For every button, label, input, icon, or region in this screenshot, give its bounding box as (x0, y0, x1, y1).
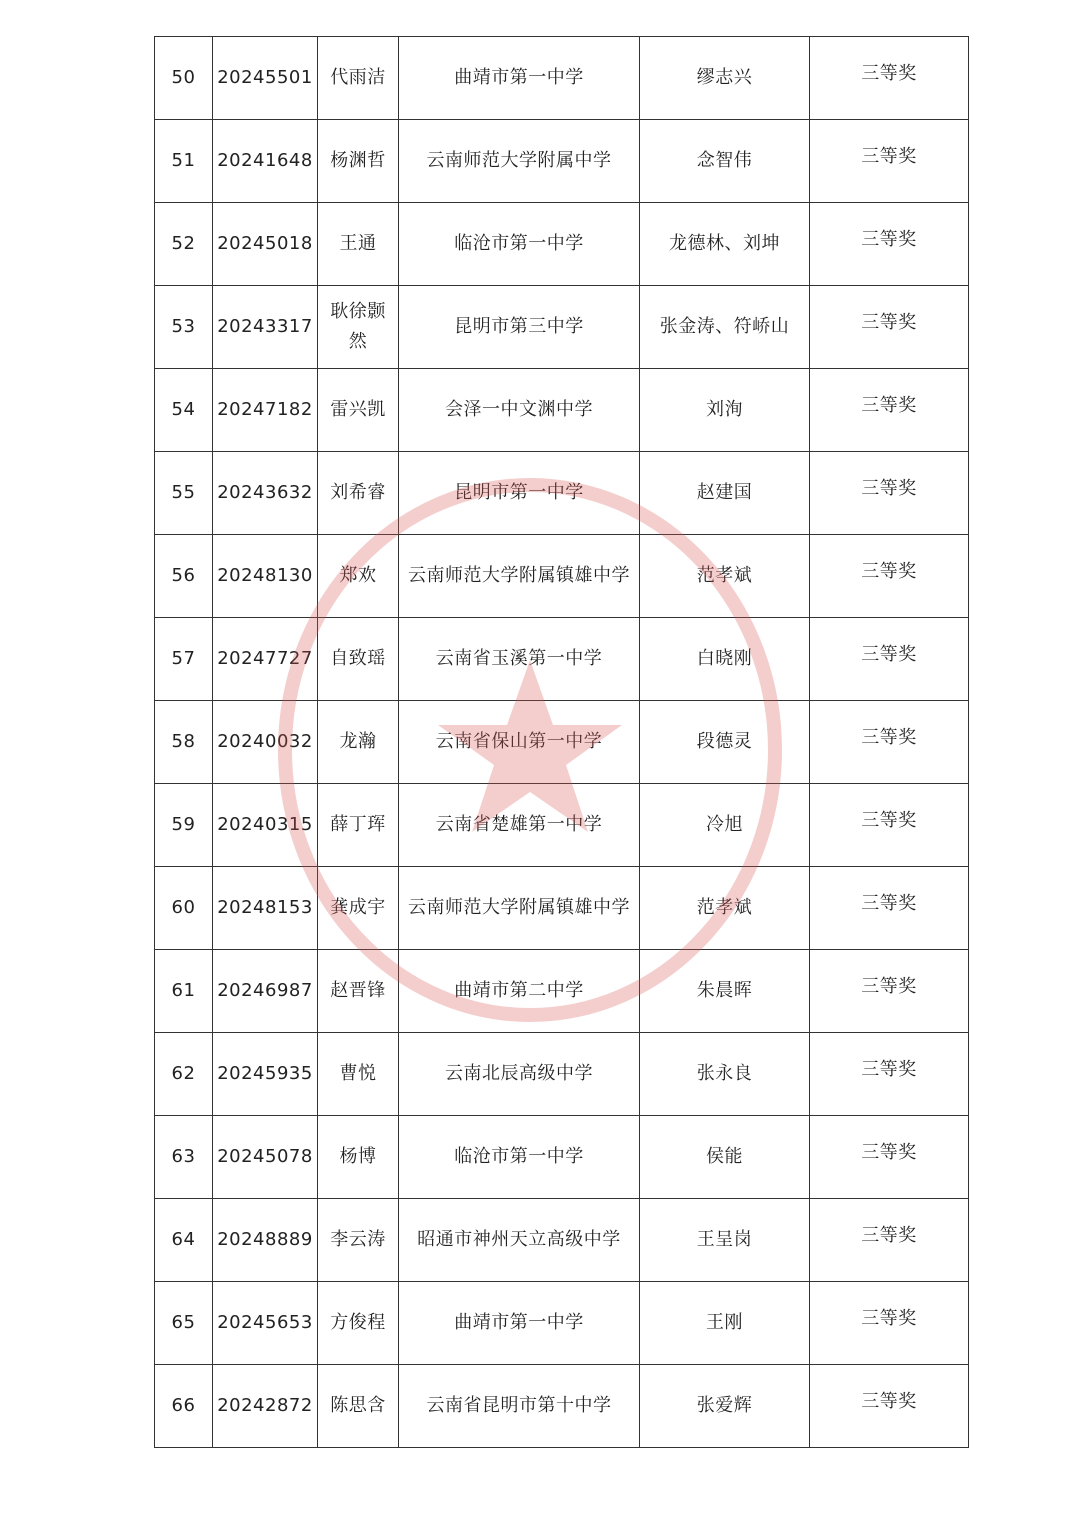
table-row (155, 1199, 969, 1282)
row-index-cell-text: 64 (171, 1229, 196, 1250)
school-cell-text: 昆明市第三中学 (454, 316, 584, 337)
student-id-cell-text: 20240315 (217, 814, 313, 835)
school-cell-text: 云南师范大学附属中学 (426, 150, 612, 171)
student-name-cell-text: 龚成宇 (330, 897, 386, 918)
table-row (155, 1033, 969, 1116)
school-cell (399, 535, 640, 618)
row-index-cell-text: 66 (171, 1395, 196, 1416)
student-name-cell (318, 535, 399, 618)
award-cell (810, 286, 969, 369)
award-cell (810, 369, 969, 452)
teacher-cell-text: 白晓刚 (696, 648, 753, 669)
student-name-cell (318, 950, 399, 1033)
row-index-cell-text: 63 (171, 1146, 196, 1167)
award-cell (810, 701, 969, 784)
school-cell (399, 120, 640, 203)
student-name-cell-text: 杨渊哲 (330, 150, 386, 171)
row-index-cell-text: 56 (171, 565, 196, 586)
school-cell (399, 369, 640, 452)
student-id-cell (213, 1199, 318, 1282)
school-cell (399, 1199, 640, 1282)
student-name-cell (318, 1033, 399, 1116)
table-row (155, 369, 969, 452)
table-row (155, 784, 969, 867)
student-name-cell (318, 1116, 399, 1199)
student-id-cell-text: 20246987 (217, 980, 313, 1001)
row-index-cell-text: 58 (171, 731, 196, 752)
teacher-cell-text: 段德灵 (696, 731, 753, 752)
row-index-cell (155, 618, 213, 701)
teacher-cell-text: 侯能 (706, 1146, 743, 1167)
teacher-cell (640, 701, 810, 784)
student-id-cell (213, 535, 318, 618)
student-name-cell-text: 陈思含 (330, 1395, 386, 1416)
student-id-cell (213, 1033, 318, 1116)
row-index-cell-text: 57 (171, 648, 196, 669)
student-name-cell-text: 刘希睿 (330, 482, 386, 503)
table-row (155, 535, 969, 618)
student-id-cell-text: 20245018 (217, 233, 313, 254)
teacher-cell-text: 龙德林、刘坤 (669, 233, 780, 254)
row-index-cell-text: 61 (171, 980, 196, 1001)
row-index-cell (155, 37, 213, 120)
student-name-cell (318, 784, 399, 867)
table-row (155, 1116, 969, 1199)
award-table (154, 36, 969, 1448)
student-id-cell (213, 701, 318, 784)
teacher-cell-text: 张金涛、符峤山 (659, 316, 790, 337)
student-name-cell-text: 郑欢 (339, 565, 377, 586)
school-cell (399, 37, 640, 120)
award-cell-text: 三等奖 (861, 893, 917, 914)
school-cell-text: 云南省昆明市第十中学 (426, 1395, 612, 1416)
teacher-cell (640, 784, 810, 867)
award-cell-text: 三等奖 (861, 478, 917, 499)
table-row (155, 120, 969, 203)
student-name-cell (318, 369, 399, 452)
row-index-cell (155, 120, 213, 203)
student-name-cell (318, 701, 399, 784)
student-id-cell (213, 950, 318, 1033)
award-table-container (154, 36, 968, 1448)
row-index-cell (155, 452, 213, 535)
table-row (155, 950, 969, 1033)
student-id-cell-text: 20245501 (217, 67, 313, 88)
teacher-cell-text: 范孝斌 (696, 897, 753, 918)
row-index-cell-text: 52 (171, 233, 196, 254)
award-cell (810, 1365, 969, 1448)
award-cell-text: 三等奖 (861, 1225, 917, 1246)
teacher-cell (640, 37, 810, 120)
teacher-cell-text: 张爱辉 (696, 1395, 753, 1416)
teacher-cell (640, 369, 810, 452)
student-name-cell (318, 37, 399, 120)
row-index-cell-text: 53 (171, 316, 196, 337)
student-name-cell-text: 龙瀚 (339, 731, 377, 752)
student-name-cell-text: 曹悦 (339, 1063, 377, 1084)
row-index-cell-text: 59 (171, 814, 196, 835)
row-index-cell-text: 50 (171, 67, 196, 88)
teacher-cell-text: 王刚 (706, 1312, 743, 1333)
teacher-cell-text: 念智伟 (696, 150, 753, 171)
award-cell (810, 1033, 969, 1116)
student-id-cell (213, 452, 318, 535)
award-cell-text: 三等奖 (861, 146, 917, 167)
school-cell (399, 286, 640, 369)
award-cell-text: 三等奖 (861, 312, 917, 333)
row-index-cell (155, 286, 213, 369)
row-index-cell-text: 62 (171, 1063, 196, 1084)
award-cell-text: 三等奖 (861, 63, 917, 84)
row-index-cell (155, 203, 213, 286)
award-cell (810, 37, 969, 120)
award-cell (810, 452, 969, 535)
school-cell-text: 昆明市第一中学 (454, 482, 584, 503)
award-cell-text: 三等奖 (861, 561, 917, 582)
award-cell (810, 1199, 969, 1282)
student-name-cell-text: 赵晋锋 (330, 980, 386, 1001)
school-cell (399, 618, 640, 701)
student-name-cell-text: 耿徐颢然 (330, 301, 386, 352)
school-cell-text: 云南师范大学附属镇雄中学 (408, 565, 630, 586)
school-cell (399, 784, 640, 867)
school-cell-text: 曲靖市第一中学 (454, 1312, 584, 1333)
teacher-cell-text: 冷旭 (706, 814, 743, 835)
student-name-cell (318, 1199, 399, 1282)
award-cell (810, 120, 969, 203)
row-index-cell-text: 51 (171, 150, 196, 171)
student-id-cell-text: 20245653 (217, 1312, 313, 1333)
teacher-cell (640, 1199, 810, 1282)
school-cell (399, 950, 640, 1033)
student-id-cell-text: 20243317 (217, 316, 313, 337)
student-id-cell-text: 20240032 (217, 731, 313, 752)
row-index-cell-text: 54 (171, 399, 196, 420)
student-name-cell (318, 1365, 399, 1448)
student-name-cell-text: 杨博 (339, 1146, 377, 1167)
teacher-cell (640, 535, 810, 618)
student-id-cell (213, 784, 318, 867)
school-cell-text: 云南师范大学附属镇雄中学 (408, 897, 630, 918)
teacher-cell (640, 203, 810, 286)
student-id-cell-text: 20243632 (217, 482, 313, 503)
school-cell (399, 203, 640, 286)
student-name-cell (318, 452, 399, 535)
row-index-cell (155, 784, 213, 867)
teacher-cell-text: 赵建国 (696, 482, 753, 503)
table-row (155, 452, 969, 535)
award-cell-text: 三等奖 (861, 644, 917, 665)
table-row (155, 203, 969, 286)
school-cell-text: 云南省楚雄第一中学 (435, 814, 603, 835)
teacher-cell (640, 1365, 810, 1448)
teacher-cell-text: 王呈岗 (696, 1229, 753, 1250)
student-id-cell (213, 1282, 318, 1365)
row-index-cell-text: 55 (171, 482, 196, 503)
teacher-cell (640, 867, 810, 950)
school-cell (399, 1365, 640, 1448)
student-id-cell (213, 369, 318, 452)
award-cell-text: 三等奖 (861, 810, 917, 831)
student-name-cell (318, 1282, 399, 1365)
table-row (155, 1282, 969, 1365)
school-cell-text: 曲靖市第二中学 (454, 980, 584, 1001)
school-cell (399, 1282, 640, 1365)
row-index-cell (155, 867, 213, 950)
award-cell (810, 1282, 969, 1365)
award-cell-text: 三等奖 (861, 395, 917, 416)
award-cell-text: 三等奖 (861, 229, 917, 250)
student-id-cell (213, 203, 318, 286)
school-cell (399, 867, 640, 950)
table-row (155, 37, 969, 120)
award-cell (810, 535, 969, 618)
row-index-cell (155, 1365, 213, 1448)
award-cell (810, 618, 969, 701)
row-index-cell (155, 1282, 213, 1365)
row-index-cell (155, 950, 213, 1033)
award-cell (810, 950, 969, 1033)
student-id-cell-text: 20245935 (217, 1063, 313, 1084)
student-id-cell (213, 867, 318, 950)
row-index-cell (155, 369, 213, 452)
row-index-cell (155, 1199, 213, 1282)
student-id-cell-text: 20248130 (217, 565, 313, 586)
school-cell-text: 云南北辰高级中学 (445, 1063, 593, 1084)
row-index-cell (155, 701, 213, 784)
award-table-body (155, 37, 969, 1448)
award-cell-text: 三等奖 (861, 1059, 917, 1080)
school-cell (399, 1116, 640, 1199)
student-id-cell-text: 20242872 (217, 1395, 313, 1416)
teacher-cell (640, 1033, 810, 1116)
student-id-cell-text: 20241648 (217, 150, 313, 171)
table-row (155, 701, 969, 784)
row-index-cell-text: 65 (171, 1312, 196, 1333)
teacher-cell (640, 286, 810, 369)
teacher-cell (640, 950, 810, 1033)
award-cell-text: 三等奖 (861, 1308, 917, 1329)
teacher-cell (640, 1116, 810, 1199)
student-id-cell (213, 1116, 318, 1199)
award-cell-text: 三等奖 (861, 727, 917, 748)
school-cell-text: 临沧市第一中学 (454, 1146, 584, 1167)
table-row (155, 286, 969, 369)
table-row (155, 1365, 969, 1448)
award-cell (810, 867, 969, 950)
student-id-cell-text: 20248153 (217, 897, 313, 918)
school-cell (399, 452, 640, 535)
student-name-cell-text: 王通 (339, 233, 377, 254)
student-name-cell (318, 203, 399, 286)
teacher-cell (640, 1282, 810, 1365)
teacher-cell-text: 刘洵 (706, 399, 743, 420)
student-name-cell-text: 方俊程 (330, 1312, 386, 1333)
award-cell (810, 784, 969, 867)
student-name-cell (318, 618, 399, 701)
student-id-cell-text: 20245078 (217, 1146, 313, 1167)
teacher-cell (640, 452, 810, 535)
school-cell-text: 会泽一中文渊中学 (445, 399, 593, 420)
teacher-cell-text: 张永良 (696, 1063, 753, 1084)
teacher-cell-text: 朱晨晖 (696, 980, 753, 1001)
teacher-cell-text: 范孝斌 (696, 565, 753, 586)
award-cell (810, 1116, 969, 1199)
school-cell-text: 云南省玉溪第一中学 (435, 648, 603, 669)
student-id-cell (213, 1365, 318, 1448)
award-cell (810, 203, 969, 286)
row-index-cell-text: 60 (171, 897, 196, 918)
student-name-cell (318, 120, 399, 203)
student-id-cell (213, 120, 318, 203)
student-id-cell (213, 37, 318, 120)
school-cell-text: 曲靖市第一中学 (454, 67, 584, 88)
teacher-cell (640, 618, 810, 701)
table-row (155, 618, 969, 701)
award-cell-text: 三等奖 (861, 976, 917, 997)
table-row (155, 867, 969, 950)
school-cell (399, 1033, 640, 1116)
award-cell-text: 三等奖 (861, 1142, 917, 1163)
school-cell (399, 701, 640, 784)
school-cell-text: 云南省保山第一中学 (435, 731, 603, 752)
student-name-cell-text: 雷兴凯 (330, 399, 386, 420)
school-cell-text: 昭通市神州天立高级中学 (417, 1229, 621, 1250)
row-index-cell (155, 1116, 213, 1199)
student-name-cell-text: 代雨洁 (330, 67, 386, 88)
student-name-cell (318, 286, 399, 369)
student-name-cell-text: 自致瑶 (330, 648, 386, 669)
school-cell-text: 临沧市第一中学 (454, 233, 584, 254)
student-name-cell (318, 867, 399, 950)
student-id-cell-text: 20248889 (217, 1229, 313, 1250)
row-index-cell (155, 1033, 213, 1116)
teacher-cell (640, 120, 810, 203)
student-id-cell (213, 618, 318, 701)
row-index-cell (155, 535, 213, 618)
student-name-cell-text: 薛丁珲 (330, 814, 386, 835)
student-id-cell (213, 286, 318, 369)
award-cell-text: 三等奖 (861, 1391, 917, 1412)
student-name-cell-text: 李云涛 (330, 1229, 386, 1250)
teacher-cell-text: 缪志兴 (696, 67, 753, 88)
student-id-cell-text: 20247727 (217, 648, 313, 669)
student-id-cell-text: 20247182 (217, 399, 313, 420)
